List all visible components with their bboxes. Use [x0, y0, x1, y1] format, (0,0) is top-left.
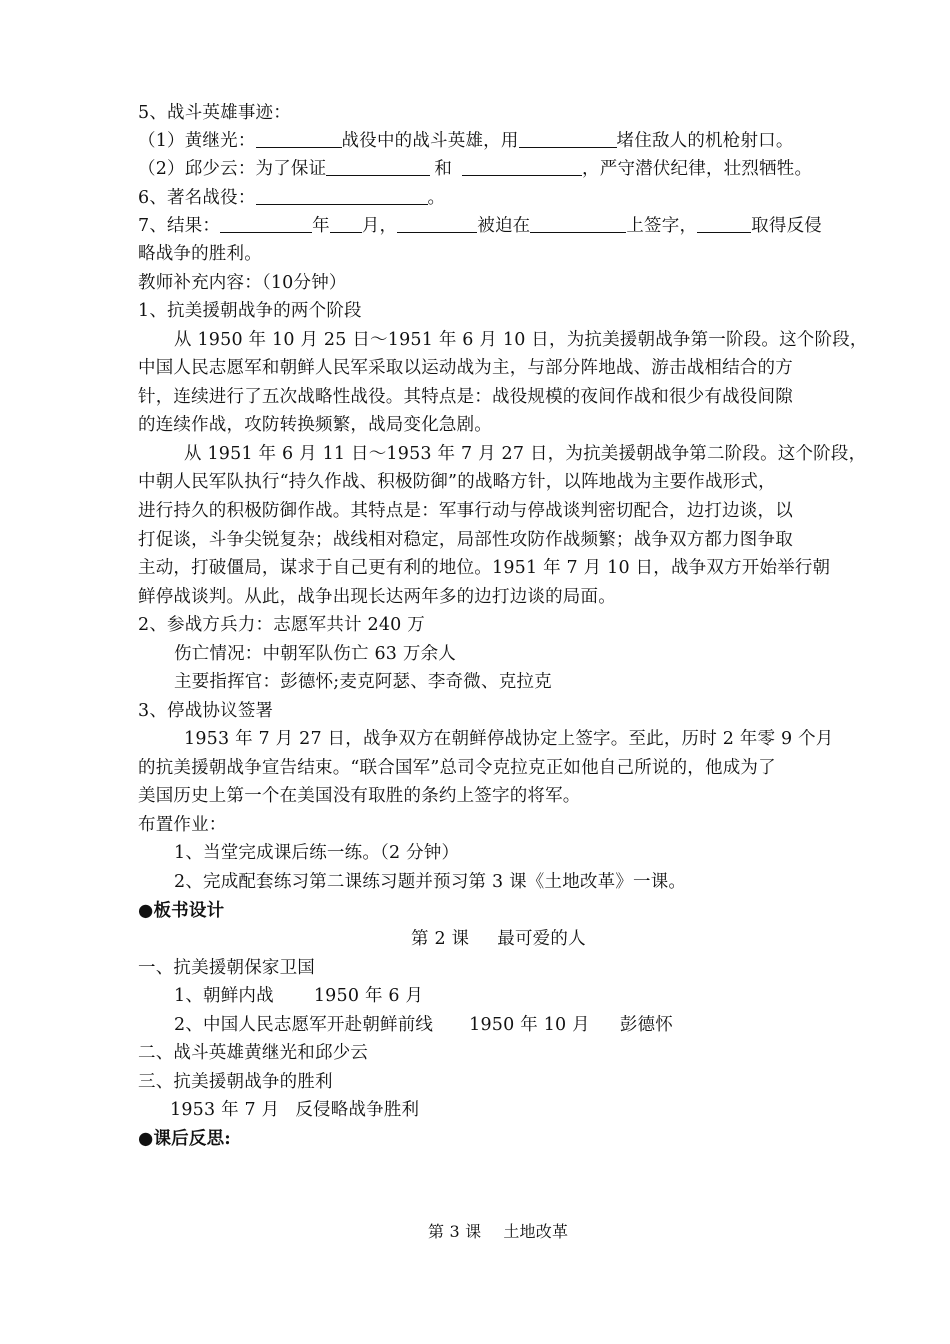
p1-line: 中国人民志愿军和朝鲜人民军采取以运动战为主，与部分阵地战、游击战相结合的方: [138, 358, 793, 378]
item-1-prefix: （1）黄继光：: [138, 131, 256, 151]
board-lesson-title: [411, 927, 586, 951]
section-5-heading: 5、战斗英雄事迹：: [138, 103, 291, 123]
year-label: 年: [312, 216, 330, 236]
item-person: 彭德怀: [619, 1015, 673, 1035]
won-label: 取得反侵: [751, 216, 822, 236]
item-2-mid: 和: [434, 159, 453, 179]
homework-item: 1、当堂完成课后练一练。（2 分钟）: [174, 843, 460, 863]
p3-casualty: 伤亡情况：中朝军队伤亡 63 万余人: [174, 644, 456, 664]
item-2-prefix: （2）邱少云：为了保证: [138, 159, 327, 179]
fill-blank: [330, 214, 362, 233]
p1-line: 的连续作战，攻防转换频繁，战局变化急剧。: [138, 415, 492, 435]
lesson-title: 土地改革: [503, 1222, 569, 1241]
p4-line: 美国历史上第一个在美国没有取胜的条约上签字的将军。: [138, 786, 581, 806]
p2-line: 鲜停战谈判。从此，战争出现长达两年多的边打边谈的局面。: [138, 587, 616, 607]
section-5-item-1: [138, 129, 794, 153]
fill-blank: [697, 214, 751, 233]
supplement-p1-title: 1、抗美援朝战争的两个阶段: [138, 301, 362, 321]
p4-title: 3、停战协议签署: [138, 701, 274, 721]
month-label: 月，: [361, 216, 398, 236]
section-7-prefix: 7、结果：: [138, 216, 221, 236]
forced-label: 被迫在: [477, 216, 531, 236]
board-item: [174, 1013, 673, 1037]
p2-line: 从 1951 年 6 月 11 日～1953 年 7 月 27 日，为抗美援朝战争第二阶段。这个阶段，: [184, 444, 867, 464]
fill-blank: [326, 157, 430, 176]
fill-blank: [397, 214, 477, 233]
board-section-2: 二、战斗英雄黄继光和邱少云: [138, 1043, 369, 1063]
item-date: 1950 年 10 月: [469, 1015, 590, 1035]
board-section-3: 三、抗美援朝战争的胜利: [138, 1072, 333, 1092]
fill-blank: [519, 129, 617, 148]
p2-line: 中朝人民军队执行“持久作战、积极防御”的战略方针，以阵地战为主要作战形式，: [138, 472, 776, 492]
item-result: 反侵略战争胜利: [295, 1100, 420, 1120]
section-6-prefix: 6、著名战役：: [138, 188, 256, 208]
section-7-line-2: 略战争的胜利。: [138, 244, 262, 264]
board-section-1: 一、抗美援朝保家卫国: [138, 958, 315, 978]
item-label: 1、朝鲜内战: [174, 986, 274, 1006]
homework-item: 2、完成配套练习第二课练习题并预习第 3 课《土地改革》一课。: [174, 872, 687, 892]
p4-line: 1953 年 7 月 27 日，战争双方在朝鲜停战协定上签字。至此，历时 2 年零 9 个月: [184, 729, 834, 749]
p2-line: 进行持久的积极防御作战。其特点是：军事行动与停战谈判密切配合，边打边谈，以: [138, 501, 793, 521]
item-1-mid: 战役中的战斗英雄，用: [341, 131, 519, 151]
lesson-number: 第 2 课: [411, 929, 470, 949]
signed-label: 上签字，: [626, 216, 698, 236]
item-date: 1953 年 7 月: [170, 1100, 280, 1120]
item-label: 2、中国人民志愿军开赴朝鲜前线: [174, 1015, 434, 1035]
item-2-suffix: ，严守潜伏纪律，壮烈牺牲。: [582, 159, 813, 179]
fill-blank: [530, 214, 626, 233]
lesson-number: 第 3 课: [428, 1222, 482, 1241]
next-lesson-title: [428, 1220, 568, 1244]
p2-line: 主动，打破僵局，谋求于自己更有利的地位。1951 年 7 月 10 日，战争双方开始举行朝: [138, 558, 831, 578]
fill-blank: [256, 186, 428, 205]
fill-blank: [256, 129, 342, 148]
lesson-title: 最可爱的人: [497, 929, 586, 949]
p3-commanders: 主要指挥官：彭德怀;麦克阿瑟、李奇微、克拉克: [174, 672, 552, 692]
p1-line: 针，连续进行了五次战略性战役。其特点是：战役规模的夜间作战和很少有战役间隙: [138, 387, 793, 407]
fill-blank: [462, 157, 582, 176]
board-item: [174, 984, 423, 1008]
item-date: 1950 年 6 月: [313, 986, 424, 1006]
board-heading: ●板书设计: [138, 901, 225, 921]
section-5-item-2: [138, 157, 812, 181]
p3-title: 2、参战方兵力：志愿军共计 240 万: [138, 615, 425, 635]
p2-line: 打促谈，斗争尖锐复杂；战线相对稳定，局部性攻防作战频繁；战争双方都力图争取: [138, 530, 793, 550]
section-7: [138, 214, 822, 238]
p1-line: 从 1950 年 10 月 25 日～1951 年 6 月 10 日，为抗美援朝战争第一阶段。这个阶段，: [174, 330, 868, 350]
fill-blank: [220, 214, 312, 233]
p4-line: 的抗美援朝战争宣告结束。“联合国军”总司令克拉克正如他自己所说的，他成为了: [138, 758, 776, 778]
supplement-heading: 教师补充内容：（10分钟）: [138, 273, 347, 293]
reflection-heading: ●课后反思:: [138, 1129, 231, 1149]
section-6-suffix: 。: [427, 188, 446, 208]
homework-heading: 布置作业：: [138, 815, 227, 835]
section-6: [138, 186, 445, 210]
item-1-suffix: 堵住敌人的机枪射口。: [616, 131, 794, 151]
board-item: [170, 1098, 419, 1122]
